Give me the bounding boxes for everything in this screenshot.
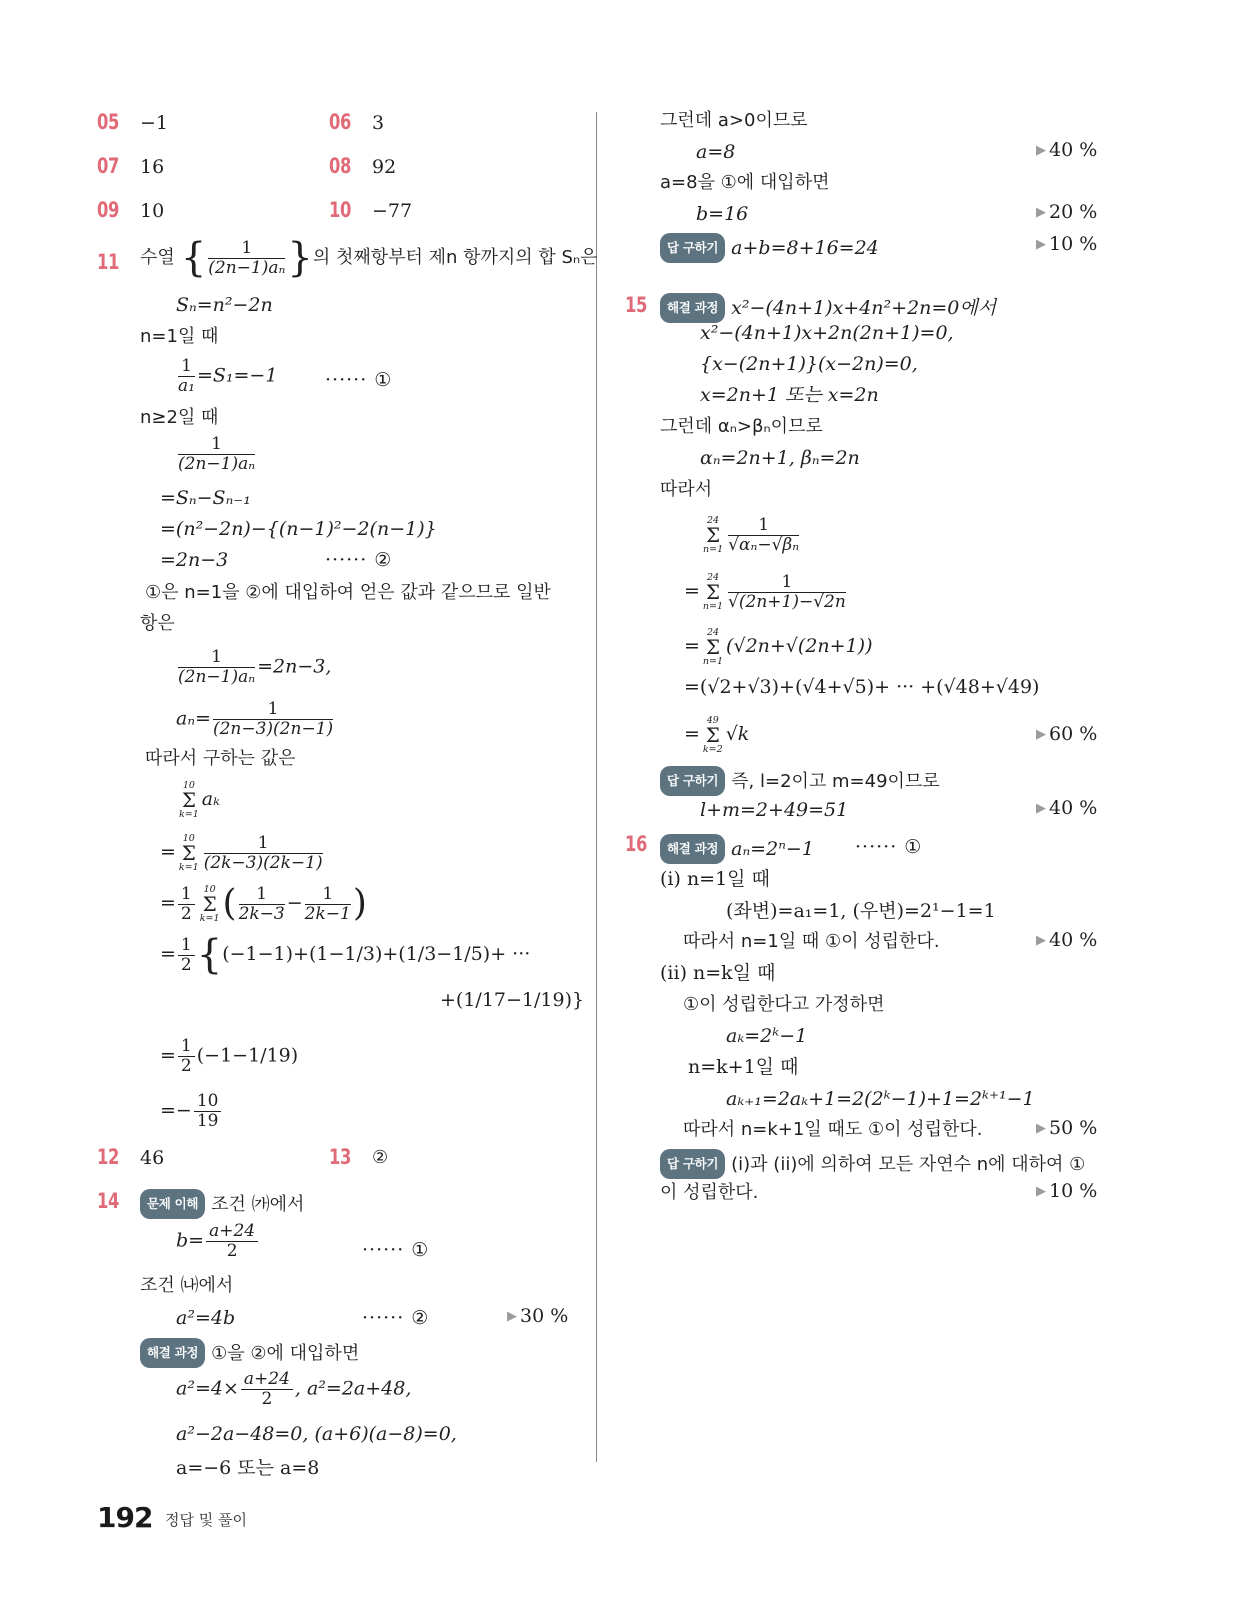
column-divider — [596, 112, 597, 1462]
answer-value: ② — [372, 1147, 389, 1168]
equation-step: =(n²−2n)−{(n−1)²−2(n−1)} — [160, 518, 437, 540]
question-number: 09 — [97, 198, 120, 222]
question-number: 16 — [625, 832, 648, 856]
sum-step: =(√2+√3)+(√4+√5)+ ··· +(√48+√49) — [684, 676, 1040, 698]
case-label: (i) n=1일 때 — [660, 868, 770, 890]
triangle-icon: ▶ — [1036, 237, 1046, 252]
score-percent: ▶ 40 % — [1036, 139, 1098, 161]
sum-expression: 10 Σ k=1 aₖ — [179, 780, 221, 820]
equation-marker: ······ ① — [325, 369, 393, 391]
sum-step: = $\frac{1}{2}$ (−1−1/19) — [160, 1036, 299, 1076]
q16-answer: 답 구하기 (i)과 (ii)에 의하여 모든 자연수 n에 대하여 ① — [660, 1149, 1085, 1179]
page-number: 192 — [97, 1501, 153, 1534]
score-percent: ▶ 10 % — [1036, 1180, 1098, 1202]
equation: aₖ=2ᵏ−1 — [726, 1025, 808, 1047]
question-number: 11 — [97, 250, 120, 274]
case-label: n=1일 때 — [140, 326, 219, 347]
equation: a=8 — [696, 141, 736, 163]
answer-value: −1 — [140, 112, 169, 134]
condition-label: 조건 ㈏에서 — [140, 1275, 234, 1296]
case-label: (ii) n=k일 때 — [660, 962, 776, 984]
sum-expression: 24 Σ n=1 $\frac{1}{\text{√αₙ−√βₙ}}$ — [703, 514, 800, 555]
question-number: 12 — [97, 1145, 120, 1169]
equation: $\frac{1}{\text{(2n−1)aₙ}}$ =2n−3, — [178, 647, 332, 687]
equation-marker: ······ ② — [362, 1307, 430, 1329]
answer-value: 16 — [140, 156, 165, 178]
case-label: n≥2일 때 — [140, 407, 219, 428]
answer-value: 3 — [372, 112, 385, 134]
explanation: 따라서 — [660, 479, 713, 500]
answer-value: 46 — [140, 1147, 165, 1169]
sigma-symbol: 10 Σ k=1 — [179, 780, 199, 820]
explanation: ①이 성립한다고 가정하면 — [683, 994, 885, 1015]
badge-answer: 답 구하기 — [660, 766, 725, 796]
badge-answer: 답 구하기 — [660, 1149, 725, 1179]
final-result: =− $\frac{10}{19}$ — [160, 1092, 223, 1131]
q16-process: 해결 과정 aₙ=2ⁿ−1 — [660, 834, 814, 864]
question-number: 08 — [329, 154, 352, 178]
score-percent: ▶ 40 % — [1036, 929, 1098, 951]
explanation: 이 성립한다. — [660, 1182, 759, 1203]
explanation: 그런데 a>0이므로 — [660, 110, 808, 131]
explanation: ①은 n=1을 ②에 대입하여 얻은 값과 같으므로 일반 — [145, 582, 551, 603]
score-percent: ▶ 10 % — [1036, 233, 1098, 255]
triangle-icon: ▶ — [1036, 1121, 1046, 1136]
question-number: 13 — [329, 1145, 352, 1169]
equation-marker: ······ ② — [325, 549, 393, 571]
badge-process: 해결 과정 — [140, 1338, 205, 1368]
triangle-icon: ▶ — [1036, 143, 1046, 158]
equation: a²−2a−48=0, (a+6)(a−8)=0, — [176, 1423, 457, 1445]
badge-understand: 문제 이해 — [140, 1189, 205, 1219]
sn-formula: Sₙ=n²−2n — [176, 294, 273, 316]
equation-marker: ······ ① — [362, 1239, 430, 1261]
intro-prefix: 수열 — [140, 247, 175, 268]
explanation: 항은 — [140, 613, 175, 634]
q14-understand: 문제 이해 조건 ㈎에서 — [140, 1189, 304, 1219]
equation: aₙ= $\frac{1}{(2n-3)(2n-1)}$ — [176, 699, 334, 739]
equation: {x−(2n+1)}(x−2n)=0, — [700, 353, 918, 375]
sum-step: = 24 Σ n=1 (√2n+√(2n+1)) — [684, 627, 873, 667]
equation: a=−6 또는 a=8 — [176, 1457, 320, 1479]
answer-value: −77 — [372, 200, 413, 222]
badge-process: 해결 과정 — [660, 834, 725, 864]
equation: $\frac{1}{\text{a₁}}$ =S₁=−1 — [178, 356, 278, 396]
score-percent: ▶ 60 % — [1036, 723, 1098, 745]
triangle-icon: ▶ — [507, 1309, 517, 1324]
question-number: 06 — [329, 110, 352, 134]
q15-process: 해결 과정 x²−(4n+1)x+4n²+2n=0에서 — [660, 293, 996, 323]
q14-answer: 답 구하기 a+b=8+16=24 — [660, 233, 879, 263]
score-percent: ▶ 30 % — [507, 1305, 569, 1327]
equation-step: =Sₙ−Sₙ₋₁ — [160, 487, 251, 509]
explanation: 그런데 αₙ>βₙ이므로 — [660, 416, 823, 437]
score-percent: ▶ 40 % — [1036, 797, 1098, 819]
answer-value: 10 — [140, 200, 165, 222]
equation: b=16 — [696, 203, 749, 225]
triangle-icon: ▶ — [1036, 1184, 1046, 1199]
equation: aₖ₊₁=2aₖ+1=2(2ᵏ−1)+1=2ᵏ⁺¹−1 — [726, 1088, 1035, 1110]
equation: x²−(4n+1)x+2n(2n+1)=0, — [700, 322, 954, 344]
q14-process: 해결 과정 ①을 ②에 대입하면 — [140, 1338, 359, 1368]
equation-step: =2n−3 — [160, 549, 229, 571]
explanation: 따라서 n=k+1일 때도 ①이 성립한다. — [683, 1119, 983, 1140]
sum-step: = 10 Σ k=1 $\frac{1}{(2k-3)(2k-1)}$ — [160, 832, 323, 873]
score-percent: ▶ 20 % — [1036, 201, 1098, 223]
equation: $\frac{1}{\text{(2n−1)aₙ}}$ — [178, 434, 256, 474]
question-number: 07 — [97, 154, 120, 178]
triangle-icon: ▶ — [1036, 801, 1046, 816]
equation: l+m=2+49=51 — [700, 799, 849, 821]
answer-value: 92 — [372, 156, 397, 178]
explanation: 따라서 n=1일 때 ①이 성립한다. — [683, 931, 940, 952]
brace: { — [180, 235, 207, 281]
q15-answer: 답 구하기 즉, l=2이고 m=49이므로 — [660, 766, 940, 796]
sum-step: = 49 Σ k=2 √k — [684, 715, 750, 755]
triangle-icon: ▶ — [1036, 933, 1046, 948]
fraction: $\frac{1}{\text{(2n−1)aₙ}}$ — [208, 237, 286, 278]
question-number: 05 — [97, 110, 120, 134]
section-label: 정답 및 풀이 — [165, 1511, 247, 1529]
question-number: 10 — [329, 198, 352, 222]
question-number: 15 — [625, 293, 648, 317]
badge-process: 해결 과정 — [660, 293, 725, 323]
triangle-icon: ▶ — [1036, 727, 1046, 742]
equation: a²=4× $\frac{a+24}{2}$ , a²=2a+48, — [176, 1369, 412, 1409]
intro-suffix: 의 첫째항부터 제n 항까지의 합 Sₙ은 — [312, 247, 598, 268]
badge-answer: 답 구하기 — [660, 233, 725, 263]
triangle-icon: ▶ — [1036, 205, 1046, 220]
equation: αₙ=2n+1, βₙ=2n — [700, 447, 860, 469]
sum-step: = $\frac{1}{2}$ 10 Σ k=1 ( $\frac{1}{2k-3}$ − $\frac{1}{2k-1}$ ) — [160, 883, 367, 924]
score-percent: ▶ 50 % — [1036, 1117, 1098, 1139]
equation: b= $\frac{a+24}{2}$ — [176, 1222, 260, 1261]
equation: a²=4b — [176, 1307, 236, 1329]
equation-marker: ······ ① — [855, 836, 923, 858]
equation: x=2n+1 또는 x=2n — [700, 384, 879, 406]
explanation: a=8을 ①에 대입하면 — [660, 172, 830, 193]
explanation: 따라서 구하는 값은 — [145, 748, 296, 769]
q11-intro: 수열 { $\frac{1}{\text{(2n−1)aₙ}}$ }의 첫째항부터 제n 항까지의 합 Sₙ은 — [140, 235, 598, 281]
equation: (좌변)=a₁=1, (우변)=2¹−1=1 — [726, 900, 996, 922]
case-label: n=k+1일 때 — [688, 1056, 799, 1078]
sum-step: = $\frac{1}{2}$ {(−1−1)+(1−1/3)+(1/3−1/5)+ ··· — [160, 932, 531, 978]
sum-step: = 24 Σ n=1 $\frac{1}{√(2n+1)-√2n}$ — [684, 571, 846, 612]
sum-step-continuation: +(1/17−1/19)} — [440, 989, 585, 1011]
question-number: 14 — [97, 1189, 120, 1213]
